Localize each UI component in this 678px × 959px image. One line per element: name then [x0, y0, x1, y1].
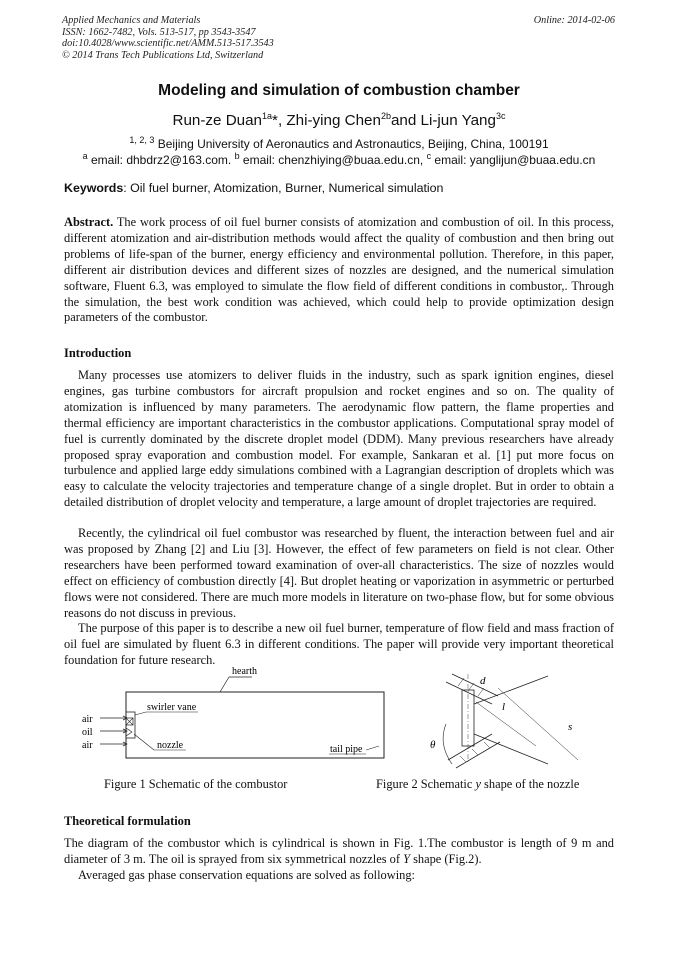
keywords-text: : Oil fuel burner, Atomization, Burner, Numerical simulation [123, 181, 444, 195]
intro-paragraph-1: Many processes use atomizers to deliver fluids in the industry, such as spark ignition engines, diesel engines, gas turbine combustors for aircraft propulsion and rocket engines and so on. The quality of atomization is influenced by many parameters. The aerodynamic flow pattern, the flame properties and thermal efficiency are important characteristics in the combustor applications. Computational spray model of fuel is currently dominated by the discrete droplet model (DDM). Many previous researchers have already proposed spray evaporation and combustion model. For example, Sankaran et al. [1] put more focus on turbulence and applied large eddy simulations combined with a Lagrangian description of droplets which was easy to calculate the velocity trajectories and temperature change of a single droplet. But in order to obtain a detailed distribution of droplet velocity and temperature, a large amount of droplet trajectories are required. [64, 368, 614, 510]
email-sup: b [234, 150, 240, 161]
email-c: email: yanglijun@buaa.edu.cn [431, 152, 596, 167]
section-heading-introduction: Introduction [64, 346, 132, 360]
label-s: s [568, 721, 573, 733]
author-list [0, 112, 678, 129]
theory-p1-b: shape (Fig.2). [409, 851, 482, 866]
abstract-label: Abstract. [64, 215, 114, 229]
author-name: Run-ze Duan [172, 112, 263, 129]
abstract [64, 215, 614, 326]
nozzle-label: nozzle [157, 740, 184, 751]
figure-2-caption-prefix: Figure 2 Schematic [376, 777, 476, 791]
air-inlet-label: air [82, 714, 93, 725]
intro-paragraph-2: Recently, the cylindrical oil fuel combustor was researched by fluent, the interaction between fuel and air was proposed by Zhang [2] and Liu [3]. However, the effect of few parameters on field is not clear. Other researchers have been performed toward examination of over-all characteristics. The size of nozzles would effect on efficiency of combustion directly [4]. But droplet heating or vaporization in asymmetric or perturbed flows were not considered. There are much more models in literature on two-phase flow, but for some obvious reasons do not discuss in previous. [64, 526, 614, 620]
air-inlet-label: air [82, 740, 93, 751]
tail-pipe-label: tail pipe [330, 744, 363, 755]
online-date: Online: 2014-02-06 [533, 15, 615, 26]
email-sup: a [82, 150, 88, 161]
issn: ISSN: 1662-7482, Vols. 513-517, pp 3543-3547 [62, 26, 256, 38]
email-a: email: dhbdrz2@163.com. [87, 152, 235, 167]
author-sup: 1a [262, 110, 273, 121]
label-l: l [502, 701, 506, 713]
figure-2-caption [376, 777, 579, 792]
theory-paragraph-2: Averaged gas phase conservation equations are solved as following: [78, 868, 415, 882]
nozzle-tip [126, 728, 132, 736]
figure-2-nozzle-schematic [428, 664, 608, 774]
email-line [0, 150, 678, 169]
author-sep: and [390, 112, 421, 129]
nozzle-leader [134, 734, 154, 750]
intro-paragraph-3: The purpose of this paper is to describe a new oil fuel burner, temperature of flow field and mass fraction of oil fuel are simulated by fluent 6.3 in different conditions. The paper will provide very important theoretical foundation for future research. [64, 621, 614, 667]
copyright: © 2014 Trans Tech Publications Ltd, Switzerland [62, 49, 264, 61]
theory-paragraph-1 [64, 836, 614, 868]
dimension-line-s [498, 688, 578, 760]
email-sup: c [426, 150, 432, 161]
figure-2-caption-var: y [475, 777, 481, 791]
dimension-line-l [476, 702, 536, 746]
affiliation-sup: 1, 2, 3 [129, 135, 155, 145]
upper-orifice [446, 674, 498, 704]
figure-2-caption-suffix: shape of the nozzle [480, 777, 580, 791]
affiliation [0, 137, 678, 168]
swirler-leader [135, 712, 146, 715]
hearth-leader [220, 677, 229, 692]
tailpipe-leader [366, 746, 379, 750]
affiliation-line [0, 137, 678, 153]
theory-p1-var: Y [403, 851, 410, 866]
journal-header [62, 15, 274, 61]
theory-p1-a: The diagram of the combustor which is cylindrical is shown in Fig. 1.The combustor is length of 9 m and diameter of 3 m. The oil is sprayed from six symmetrical nozzles of [64, 836, 614, 866]
figure-1-combustor-schematic [74, 664, 394, 774]
lower-orifice-hatch [460, 742, 490, 762]
abstract-text: The work process of oil fuel burner consists of atomization and combustion of oil. In this process, different atomization and air-distribution methods would affect the quality of combustion and then bring out problems of life-span of the burner, energy efficiency and environmental pollution. Therefore, in this paper, different air distribution devices and different sizes of nozzles are designed, and the numerical simulation software, Fluent 6.3, was employed to simulate the flow field of different conditions in combustor,. Through the simulation, the best work condition was achieved, which could help to provide optimization design parameters of the combustor. [64, 215, 614, 325]
journal-name: Applied Mechanics and Materials [62, 15, 201, 26]
keywords-label: Keywords [64, 181, 124, 195]
section-heading-theory: Theoretical formulation [64, 814, 191, 828]
paper-title: Modeling and simulation of combustion chamber [158, 82, 520, 99]
author-sep: *, [272, 112, 287, 129]
label-d: d [480, 675, 486, 687]
label-theta: θ [430, 739, 436, 751]
email-b: email: chenzhiying@buaa.edu.cn, [239, 152, 427, 167]
doi: doi:10.4028/www.scientific.net/AMM.513-517.3543 [62, 38, 274, 50]
author-name: Li-jun Yang [420, 112, 496, 129]
hearth-label: hearth [232, 666, 257, 677]
swirler-vane-label: swirler vane [147, 702, 197, 713]
author-sup: 2b [380, 110, 391, 121]
keywords [64, 181, 443, 195]
affiliation-text: Beijing University of Aeronautics and Astronautics, Beijing, China, 100191 [154, 137, 549, 151]
oil-inlet-label: oil [82, 727, 93, 738]
figure-1-caption: Figure 1 Schematic of the combustor [104, 777, 288, 791]
author-sup: 3c [495, 110, 506, 121]
swirler-cross [126, 718, 133, 725]
author-name: Zhi-ying Chen [286, 112, 381, 129]
